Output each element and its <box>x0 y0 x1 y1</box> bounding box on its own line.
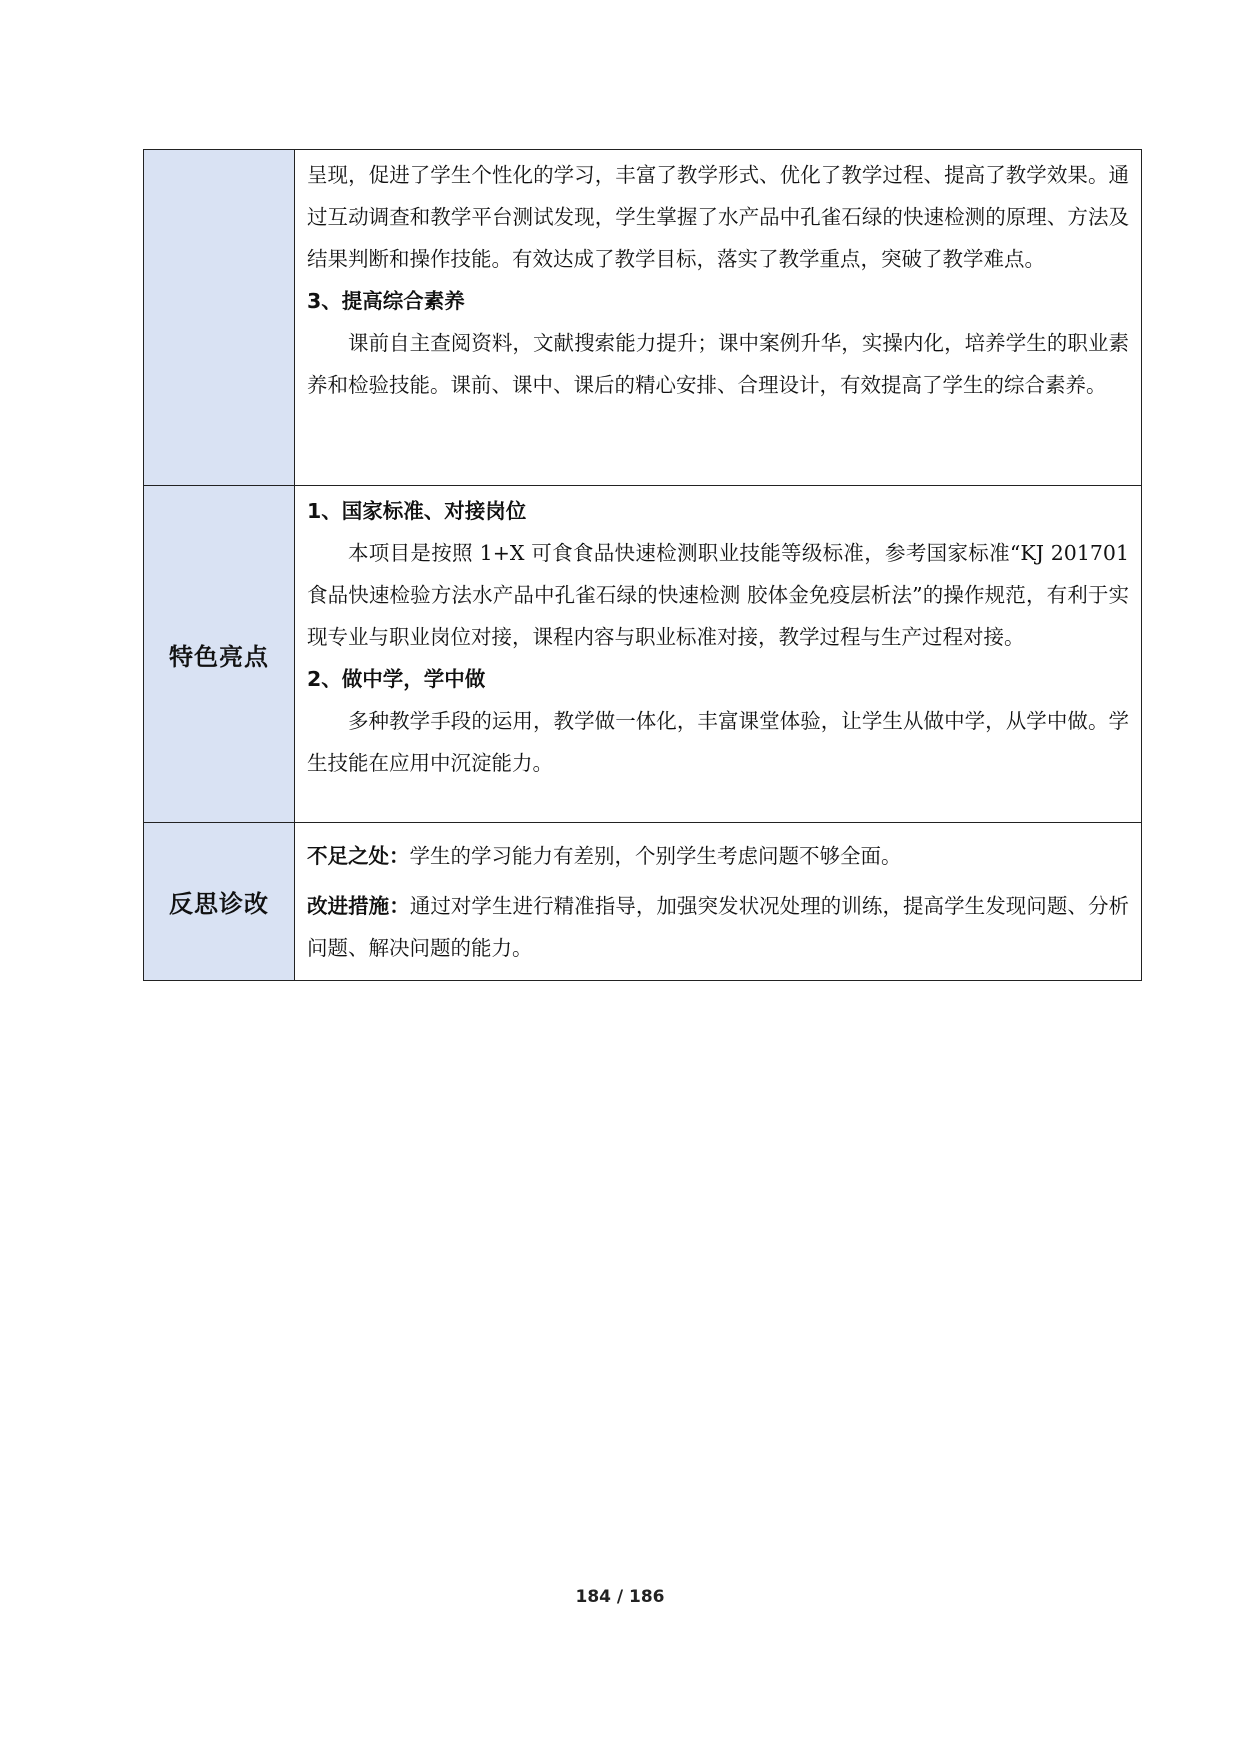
row-label-cell-empty <box>144 150 295 486</box>
page-number: 184 / 186 <box>575 1587 665 1607</box>
practice-paragraph: 多种教学手段的运用，教学做一体化，丰富课堂体验，让学生从做中学，从学中做。学生技能在应用中沉淀能力。 <box>307 709 1129 775</box>
shortfall-label: 不足之处： <box>307 844 410 868</box>
evaluation-table <box>143 149 1142 981</box>
improve-text: 通过对学生进行精准指导，加强突发状况处理的训练，提高学生发现问题、分析问题、解决问题的能力。 <box>307 894 1130 960</box>
table-row-highlights <box>144 486 1142 823</box>
literacy-paragraph: 课前自主查阅资料，文献搜索能力提升；课中案例升华，实操内化，培养学生的职业素养和检验技能。课前、课中、课后的精心安排、合理设计，有效提高了学生的综合素养。 <box>307 331 1129 397</box>
row-label-cell-reflection <box>144 823 295 981</box>
table-row-reflection <box>144 823 1142 981</box>
table-row-effect <box>144 150 1142 486</box>
row-label: 特色亮点 <box>169 642 269 671</box>
improve-paragraph <box>307 885 1129 969</box>
row-label-cell-highlights <box>144 486 295 823</box>
effect-paragraph: 呈现，促进了学生个性化的学习，丰富了教学形式、优化了教学过程、提高了教学效果。通过互动调查和教学平台测试发现，学生掌握了水产品中孔雀石绿的快速检测的原理、方法及结果判断和操作技能。有效达成了教学目标，落实了教学重点，突破了教学难点。 <box>307 163 1129 271</box>
section-heading: 1、国家标准、对接岗位 <box>307 499 527 523</box>
section-heading: 2、做中学，学中做 <box>307 667 486 691</box>
row-content-cell <box>295 150 1142 486</box>
standard-paragraph: 本项目是按照 1+X 可食食品快速检测职业技能等级标准，参考国家标准“KJ 201701 食品快速检验方法水产品中孔雀石绿的快速检测 胶体金免疫层析法”的操作规范，有利于实现专业与职业岗位对接，课程内容与职业标准对接，教学过程与生产过程对接。 <box>307 541 1129 649</box>
row-label: 反思诊改 <box>169 890 269 918</box>
section-heading: 3、提高综合素养 <box>307 289 465 313</box>
shortfall-paragraph <box>307 835 1129 877</box>
shortfall-text: 学生的学习能力有差别，个别学生考虑问题不够全面。 <box>409 844 902 868</box>
row-content-cell <box>295 823 1142 981</box>
improve-label: 改进措施： <box>307 894 410 918</box>
row-content-cell <box>295 486 1142 823</box>
